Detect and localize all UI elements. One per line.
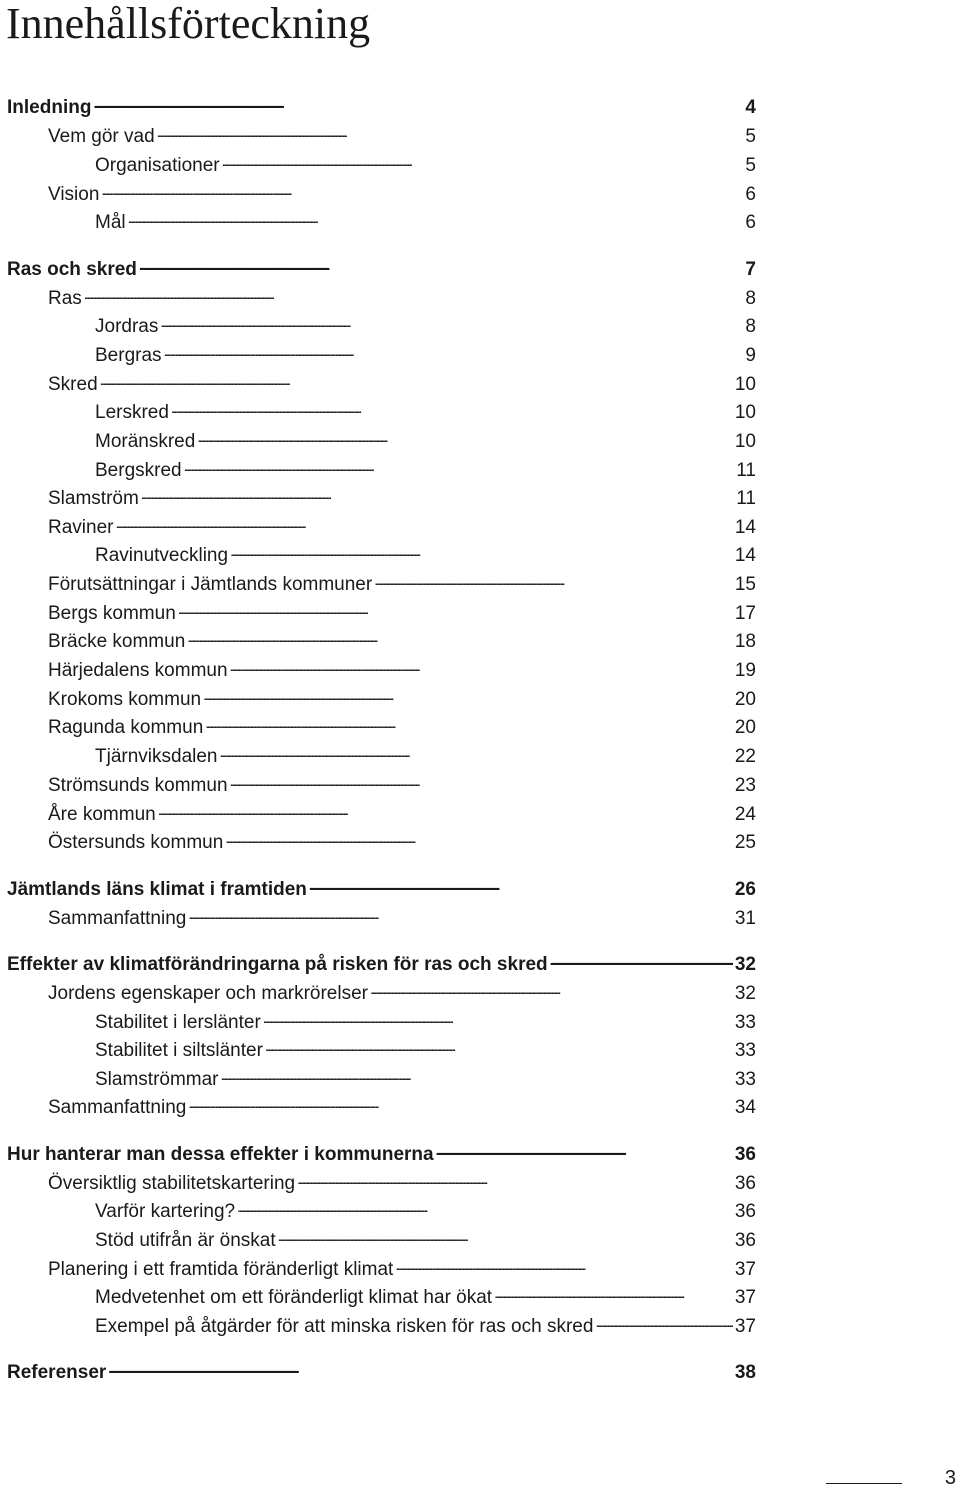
toc-entry-page: 22 — [734, 746, 756, 767]
toc-leader-dots — [220, 744, 733, 762]
toc-leader-dots — [550, 952, 733, 970]
toc-entry-title: Sammanfattning — [48, 908, 187, 929]
toc-entry-page: 6 — [745, 184, 756, 205]
toc-entry[interactable] — [48, 687, 756, 711]
toc-entry[interactable] — [48, 124, 756, 148]
toc-entry[interactable] — [95, 1010, 756, 1034]
toc-entry-page: 31 — [734, 908, 756, 929]
toc-entry-page: 17 — [734, 603, 756, 624]
toc-leader-dots — [265, 1038, 733, 1056]
toc-entry[interactable] — [95, 1199, 756, 1223]
toc-entry-page: 20 — [734, 689, 756, 710]
toc-entry[interactable] — [7, 1142, 756, 1166]
footer-rule — [826, 1483, 902, 1484]
toc-leader-dots — [595, 1314, 732, 1332]
toc-entry-page: 36 — [734, 1201, 756, 1222]
toc-entry-page: 36 — [734, 1144, 756, 1165]
toc-entry-page: 37 — [734, 1259, 756, 1280]
toc-entry[interactable] — [95, 210, 756, 234]
toc-entry-title: Jordras — [95, 316, 159, 337]
toc-entry[interactable] — [48, 629, 756, 653]
toc-leader-dots — [100, 372, 733, 390]
toc-entry-title: Översiktlig stabilitetskartering — [48, 1173, 296, 1194]
toc-leader-dots — [171, 400, 733, 418]
toc-leader-dots — [84, 286, 744, 304]
toc-entry-page: 37 — [734, 1316, 756, 1337]
toc-entry-page: 19 — [734, 660, 756, 681]
toc-entry[interactable] — [7, 95, 756, 119]
toc-entry-title: Referenser — [7, 1362, 107, 1383]
toc-leader-dots — [370, 981, 733, 999]
toc-entry-title: Varför kartering? — [95, 1201, 236, 1222]
toc-entry-title: Strömsunds kommun — [48, 775, 228, 796]
toc-entry-title: Vision — [48, 184, 100, 205]
toc-entry-title: Härjedalens kommun — [48, 660, 228, 681]
toc-leader-dots — [205, 715, 733, 733]
toc-leader-dots — [278, 1228, 733, 1246]
toc-entry[interactable] — [48, 486, 756, 510]
toc-leader-dots — [157, 124, 744, 142]
toc-entry-page: 5 — [745, 155, 756, 176]
toc-entry-title: Tjärnviksdalen — [95, 746, 218, 767]
toc-leader-dots — [115, 515, 732, 533]
toc-entry-title: Bergskred — [95, 460, 182, 481]
toc-entry-page: 10 — [734, 374, 756, 395]
toc-leader-dots — [374, 572, 733, 590]
toc-entry-title: Inledning — [7, 97, 92, 118]
toc-entry[interactable] — [48, 658, 756, 682]
toc-entry[interactable] — [95, 343, 756, 367]
toc-entry-page: 23 — [734, 775, 756, 796]
toc-entry[interactable] — [48, 981, 756, 1005]
toc-entry-page: 15 — [734, 574, 756, 595]
toc-entry-page: 33 — [734, 1040, 756, 1061]
toc-entry[interactable] — [95, 400, 756, 424]
toc-entry[interactable] — [7, 952, 756, 976]
toc-entry[interactable] — [95, 1067, 756, 1091]
toc-entry-title: Slamströmmar — [95, 1069, 219, 1090]
toc-leader-dots — [222, 153, 744, 171]
toc-leader-dots — [436, 1142, 733, 1160]
toc-entry-title: Åre kommun — [48, 804, 156, 825]
toc-entry-title: Ras och skred — [7, 259, 137, 280]
toc-entry[interactable] — [95, 744, 756, 768]
toc-leader-dots — [188, 1095, 733, 1113]
toc-entry-page: 36 — [734, 1173, 756, 1194]
toc-entry-title: Ragunda kommun — [48, 717, 204, 738]
toc-entry-title: Lerskred — [95, 402, 169, 423]
page-number: 3 — [944, 1467, 956, 1489]
toc-entry-page: 32 — [734, 983, 756, 1004]
toc-leader-dots — [139, 257, 744, 275]
toc-entry-title: Stabilitet i siltslänter — [95, 1040, 263, 1061]
toc-entry[interactable] — [95, 153, 756, 177]
toc-leader-dots — [230, 543, 733, 561]
toc-leader-dots — [309, 877, 733, 895]
toc-entry-page: 33 — [734, 1069, 756, 1090]
toc-entry-page: 7 — [745, 259, 756, 280]
toc-entry[interactable] — [48, 773, 756, 797]
toc-entry-title: Krokoms kommun — [48, 689, 202, 710]
toc-entry[interactable] — [95, 543, 756, 567]
toc-entry-page: 36 — [734, 1230, 756, 1251]
toc-entry-page: 20 — [734, 717, 756, 738]
toc-entry[interactable] — [48, 1171, 756, 1195]
toc-entry-page: 25 — [734, 832, 756, 853]
toc-entry-title: Raviner — [48, 517, 114, 538]
toc-entry[interactable] — [48, 601, 756, 625]
toc-leader-dots — [188, 906, 733, 924]
toc-leader-dots — [230, 658, 733, 676]
toc-entry[interactable] — [48, 715, 756, 739]
toc-entry-title: Organisationer — [95, 155, 220, 176]
toc-entry[interactable] — [48, 906, 756, 930]
toc-entry[interactable] — [95, 458, 756, 482]
toc-entry[interactable] — [48, 1257, 756, 1281]
toc-leader-dots — [178, 601, 733, 619]
toc-entry-page: 38 — [734, 1362, 756, 1383]
toc-leader-dots — [225, 830, 733, 848]
toc-leader-dots — [141, 486, 734, 504]
toc-entry-page: 5 — [745, 126, 756, 147]
toc-leader-dots — [108, 1360, 733, 1378]
toc-entry-title: Förutsättningar i Jämtlands kommuner — [48, 574, 373, 595]
toc-entry-title: Hur hanterar man dessa effekter i kommunerna — [7, 1144, 434, 1165]
toc-entry-page: 10 — [734, 431, 756, 452]
toc-entry-page: 14 — [734, 517, 756, 538]
toc-entry[interactable] — [95, 314, 756, 338]
toc-entry-page: 8 — [745, 316, 756, 337]
toc-entry-page: 14 — [734, 545, 756, 566]
toc-leader-dots — [197, 429, 733, 447]
toc-entry[interactable] — [48, 515, 756, 539]
toc-entry-title: Slamström — [48, 488, 139, 509]
toc-leader-dots — [93, 95, 743, 113]
toc-entry[interactable] — [48, 802, 756, 826]
toc-entry[interactable] — [95, 1285, 756, 1309]
toc-entry-page: 26 — [734, 879, 756, 900]
toc-leader-dots — [158, 802, 733, 820]
toc-leader-dots — [297, 1171, 733, 1189]
toc-entry-page: 9 — [745, 345, 756, 366]
toc-entry-title: Stöd utifrån är önskat — [95, 1230, 276, 1251]
toc-entry[interactable] — [48, 182, 756, 206]
toc-entry-page: 32 — [734, 954, 756, 975]
toc-leader-dots — [395, 1257, 733, 1275]
toc-entry-title: Bräcke kommun — [48, 631, 186, 652]
toc-entry-page: 18 — [734, 631, 756, 652]
toc-entry-title: Sammanfattning — [48, 1097, 187, 1118]
toc-entry-title: Jordens egenskaper och markrörelser — [48, 983, 368, 1004]
toc-entry-title: Ravinutveckling — [95, 545, 229, 566]
toc-leader-dots — [221, 1067, 733, 1085]
toc-entry-title: Effekter av klimatförändringarna på risken för ras och skred — [7, 954, 548, 975]
toc-entry-title: Skred — [48, 374, 98, 395]
toc-leader-dots — [101, 182, 743, 200]
toc-entry-page: 34 — [734, 1097, 756, 1118]
toc-entry-title: Bergs kommun — [48, 603, 176, 624]
toc-entry-page: 37 — [734, 1287, 756, 1308]
toc-entry[interactable] — [95, 1314, 756, 1338]
toc-entry[interactable] — [7, 877, 756, 901]
toc-entry-title: Jämtlands läns klimat i framtiden — [7, 879, 307, 900]
toc-leader-dots — [237, 1199, 733, 1217]
toc-entry-title: Stabilitet i lerslänter — [95, 1012, 261, 1033]
toc-entry-title: Ras — [48, 288, 82, 309]
toc-entry[interactable] — [48, 830, 756, 854]
toc-leader-dots — [494, 1285, 733, 1303]
toc-entry-page: 11 — [736, 488, 756, 509]
toc-leader-dots — [160, 314, 743, 332]
toc-entry-title: Östersunds kommun — [48, 832, 224, 853]
toc-leader-dots — [128, 210, 744, 228]
toc-entry-title: Moränskred — [95, 431, 196, 452]
page-title: Innehållsförteckning — [6, 0, 371, 48]
toc-leader-dots — [203, 687, 733, 705]
toc-entry[interactable] — [95, 1038, 756, 1062]
toc-entry-title: Medvetenhet om ett föränderligt klimat har ökat — [95, 1287, 493, 1308]
toc-entry-page: 33 — [734, 1012, 756, 1033]
toc-leader-dots — [164, 343, 744, 361]
toc-leader-dots — [184, 458, 735, 476]
toc-entry-page: 8 — [745, 288, 756, 309]
toc-entry[interactable] — [48, 286, 756, 310]
toc-entry[interactable] — [95, 429, 756, 453]
toc-entry-page: 6 — [745, 212, 756, 233]
toc-entry-title: Bergras — [95, 345, 162, 366]
toc-entry[interactable] — [7, 257, 756, 281]
toc-entry[interactable] — [48, 572, 756, 596]
toc-entry-page: 4 — [745, 97, 756, 118]
toc-entry-title: Planering i ett framtida föränderligt klimat — [48, 1259, 394, 1280]
toc-leader-dots — [187, 629, 733, 647]
toc-entry-page: 11 — [736, 460, 756, 481]
toc-entry-page: 24 — [734, 804, 756, 825]
toc-entry[interactable] — [7, 1360, 756, 1384]
toc-entry[interactable] — [48, 1095, 756, 1119]
toc-entry-title: Exempel på åtgärder för att minska risken för ras och skred — [95, 1316, 594, 1337]
toc-entry-title: Mål — [95, 212, 126, 233]
toc-entry-page: 10 — [734, 402, 756, 423]
toc-entry-title: Vem gör vad — [48, 126, 155, 147]
toc-leader-dots — [230, 773, 733, 791]
toc-entry[interactable] — [95, 1228, 756, 1252]
toc-leader-dots — [263, 1010, 733, 1028]
toc-entry[interactable] — [48, 372, 756, 396]
